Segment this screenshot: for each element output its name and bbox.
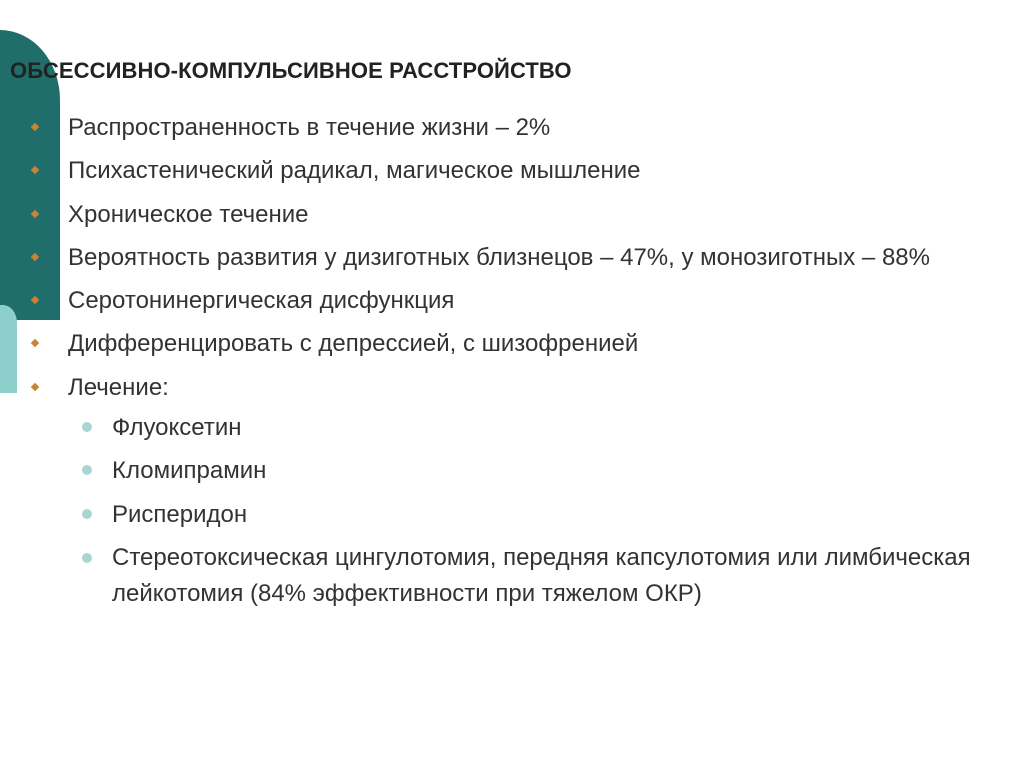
circle-bullet-icon [82, 422, 92, 432]
diamond-bullet-icon [31, 296, 39, 304]
diamond-bullet-icon [31, 383, 39, 391]
treatment-text: Кломипрамин [112, 457, 267, 485]
bullet-item [0, 193, 1024, 236]
bullet-item [0, 322, 1024, 365]
bullet-item [0, 149, 1024, 192]
diamond-bullet-icon [31, 253, 39, 261]
bullet-item [0, 366, 1024, 409]
treatment-text: Флуоксетин [112, 414, 242, 441]
bullet-text: Хроническое течение [68, 200, 309, 228]
bullet-text: Вероятность развития у дизиготных близнецов – 47%, у монозиготных – 88% [68, 243, 930, 271]
slide-title: ОБСЕССИВНО-КОМПУЛЬСИВНОЕ РАССТРОЙСТВО [10, 58, 572, 83]
circle-bullet-icon [82, 465, 92, 475]
treatment-item [0, 449, 1024, 492]
treatment-text: Рисперидон [112, 500, 248, 528]
main-bullet-list [0, 106, 1024, 409]
diamond-bullet-icon [31, 339, 39, 347]
treatment-text: Стереотоксическая цингулотомия, передняя капсулотомия или лимбическая лейкотомия (84% эффективности при тяжелом ОКР) [112, 543, 971, 607]
treatment-item [0, 493, 1024, 536]
diamond-bullet-icon [31, 123, 39, 131]
circle-bullet-icon [82, 553, 92, 563]
treatment-item [0, 406, 1024, 449]
bullet-text: Лечение: [68, 373, 169, 401]
bullet-text: Дифференцировать с депрессией, с шизофренией [68, 330, 639, 358]
bullet-text: Психастенический радикал, магическое мышление [68, 157, 641, 185]
diamond-bullet-icon [31, 209, 39, 217]
bullet-item [0, 236, 1024, 279]
bullet-item [0, 106, 1024, 149]
treatment-item [0, 536, 1002, 612]
bullet-item [0, 279, 1024, 322]
bullet-text: Серотонинергическая дисфункция [68, 287, 455, 315]
bullet-text: Распространенность в течение жизни – 2% [68, 114, 551, 141]
diamond-bullet-icon [31, 166, 39, 174]
treatment-sub-list [0, 406, 1024, 612]
circle-bullet-icon [82, 509, 92, 519]
